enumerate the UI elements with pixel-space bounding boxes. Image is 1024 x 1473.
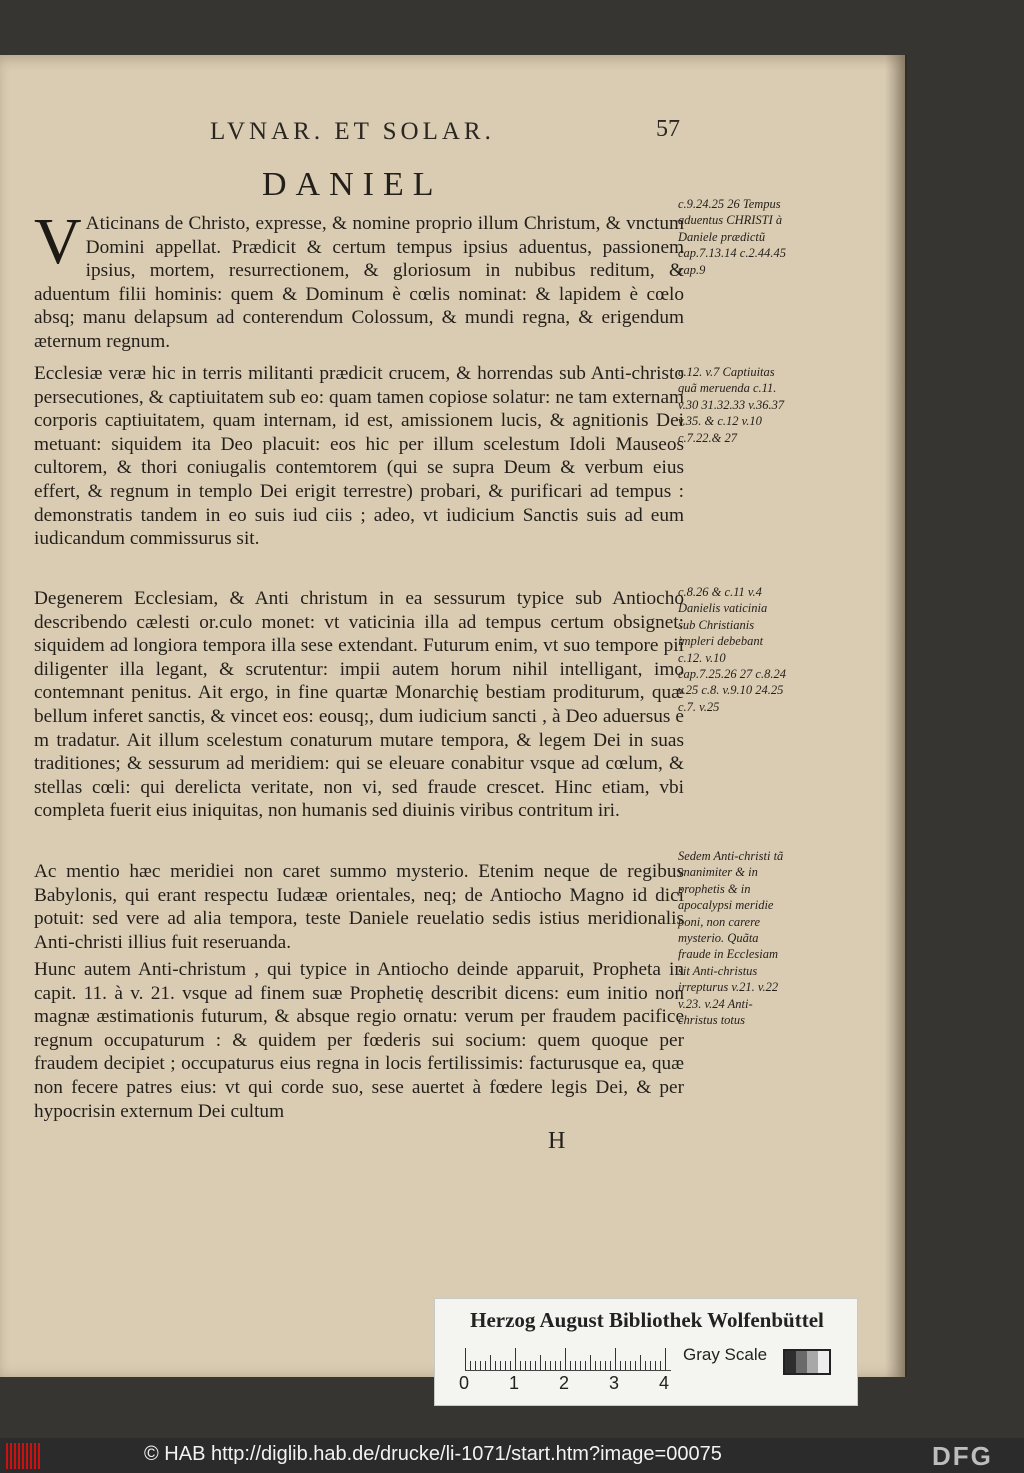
paragraph-5-text: Hunc autem Anti-christum , qui typice in Antiocho deinde apparuit, Propheta in capit. 11. à v. 21. vsque ad finem suæ Prophetię describit dicens: eum initio non magnæ æstimationis futurum, & absque regio ornatu: verum per fraudem pacifice regnum occupaturum : & quidem per fœderis sui socium: quem quoque per fraudem decipiet ; occupaturus eius regna in locis fertilissimis: facturusque ea, quæ non fecere patres eius: vt qui corde suo, sese auertet à fœdere legis Dei, & per hypocrisin externum Dei cultum <box>34 959 684 1122</box>
ruler-tick <box>625 1361 626 1370</box>
ruler-tick <box>470 1361 471 1370</box>
paragraph-1 <box>34 205 684 354</box>
paragraph-4 <box>34 860 684 954</box>
ruler-tick <box>650 1361 651 1370</box>
paragraph-1-text: Aticinans de Christo, expresse, & nomine proprio illum Christum, & vnctum Domini appellat. Prædicit & certum tempus ipsius aduentus, passionem ipsius, mortem, resurrectionem, & gloriosum in nubibus reditum, & aduentum filii hominis: quem & Dominum è cœlis nominat: & lapidem è cœlo absq; manu delapsum ad conterendum Colossum, & mundi regna, & erigendum æternum regnum. <box>34 213 684 352</box>
ruler-tick <box>590 1355 591 1370</box>
ruler-tick <box>505 1361 506 1370</box>
library-name: Herzog August Bibliothek Wolfenbüttel <box>470 1308 824 1332</box>
ruler-number: 3 <box>609 1373 620 1393</box>
copyright-url[interactable]: © HAB http://diglib.hab.de/drucke/li-1071/start.htm?image=00075 <box>144 1443 722 1465</box>
paragraph-2 <box>34 362 684 551</box>
ruler-number: 1 <box>509 1373 520 1393</box>
gray-scale-label: Gray Scale <box>683 1345 768 1364</box>
ruler-tick <box>630 1361 631 1370</box>
ruler-tick <box>605 1361 606 1370</box>
logo-bar <box>38 1443 40 1469</box>
marginal-note-4: Sedem Anti-christi tã vnanimiter & in prophetis & in apocalypsi meridie poni, non carere mysterio. Quãta fraude in Ecclesiam sit Anti-christus irrepturus v.21. v.22 v.23. v.24 Anti-christus totus <box>678 849 784 1028</box>
ruler-tick <box>525 1361 526 1370</box>
drop-capital: V <box>34 205 82 278</box>
ruler-tick <box>560 1361 561 1370</box>
ruler-tick <box>530 1361 531 1370</box>
ruler-number: 4 <box>659 1373 670 1393</box>
ruler-tick <box>565 1348 566 1370</box>
ruler-tick <box>465 1348 466 1370</box>
catchword: H <box>548 1128 566 1154</box>
running-head: LVNAR. ET SOLAR. <box>210 118 495 145</box>
paragraph-3 <box>34 587 684 823</box>
gray-swatch <box>785 1351 796 1373</box>
ruler-tick <box>580 1361 581 1370</box>
ruler-numbers <box>459 1373 689 1397</box>
logo-bar <box>22 1443 24 1469</box>
paragraph-3-text: Degenerem Ecclesiam, & Anti christum in ea sessurum typice sub Antiocho describendo cælesti or.culo monet: vt vaticinia illa ad tempus certum obsignet: siquidem ad longiora tempora illa sese extendant. Futurum enim, vt suo tempore pii diligenter illa legant, & scrutentur: impii autem horum nihil intelligant, imo contemnant penitus. Ait ergo, in fine quartæ Monarchię bestiam proditurum, quæ bellum inferet sanctis, & vincet eos: eousq;, dum iudicium sancti , à Deo aduersus e m tradatur. Ait illum scelestum conaturum mutare tempora, & legem Dei in suas traditiones; & sessurum ad meridiem: qui se eleuare conabitur vsque ad cœlum, & stellas cœli: qui derelicta veritate, non vi, sed fraude crescet. Hinc etiam, vbi completa fuerit eius iniquitas, non humanis sed diuinis viribus contritum iri. <box>34 588 684 822</box>
logo-bar <box>14 1443 16 1469</box>
ruler-tick <box>620 1361 621 1370</box>
ruler-tick <box>475 1361 476 1370</box>
ruler-tick <box>510 1361 511 1370</box>
ruler-tick <box>610 1361 611 1370</box>
measurement-ruler <box>465 1347 671 1371</box>
logo-bar <box>26 1443 28 1469</box>
ruler-tick <box>500 1361 501 1370</box>
ruler-tick <box>615 1348 616 1370</box>
page-edge-shadow <box>885 55 907 1377</box>
ruler-tick <box>655 1361 656 1370</box>
paragraph-2-text: Ecclesiæ veræ hic in terris militanti prædicit crucem, & horrendas sub Anti-christo persecutiones, & captiuitatem sub eo: quam tamen copiose solatur: ne tam externam corporis captiuitatem, quam internam, id est, amissionem lucis, & agnitionis Dei metuant: siquidem ita Deo placuit: eos hic per illum scelestum Idoli Mauseos cultorem, & thori coniugalis contemtorem (qui se supra Deum & verbum eius effert, & regnum in templo Dei erigit terrestre) probari, & purificari ad tempus : demonstratis tandem in eo suis iud ciis ; adeo, vt iudicium Sanctis suis ad eum iudicandum commissurus sit. <box>34 363 684 550</box>
ruler-tick <box>595 1361 596 1370</box>
chapter-heading: DANIEL <box>262 166 443 203</box>
gray-swatch <box>818 1351 829 1373</box>
page-number: 57 <box>656 116 680 142</box>
ruler-tick <box>645 1361 646 1370</box>
color-target-card <box>434 1298 858 1406</box>
logo-bar <box>10 1443 12 1469</box>
paragraph-5 <box>34 958 684 1123</box>
marginal-note-1: c.9.24.25 26 Tempus aduentus CHRISTI à Daniele prædictũ cap.7.13.14 c.2.44.45 cap.9 <box>678 197 786 277</box>
ruler-tick <box>520 1361 521 1370</box>
gray-swatch <box>796 1351 807 1373</box>
paragraph-4-text: Ac mentio hæc meridiei non caret summo mysterio. Etenim neque de regibus Babylonis, qui erant respectu Iudææ orientales, neq; de Antiocho Magno id dici potuit: sed vere ad alia tempora, teste Daniele reuelatio sedis istius meridionalis Anti-christi illius fuit reseruanda. <box>34 861 684 953</box>
ruler-tick <box>480 1361 481 1370</box>
ruler-tick <box>600 1361 601 1370</box>
hab-logo-icon <box>6 1443 40 1469</box>
logo-bar <box>18 1443 20 1469</box>
ruler-tick <box>515 1348 516 1370</box>
logo-bar <box>6 1443 8 1469</box>
logo-bar <box>30 1443 32 1469</box>
dfg-logo: DFG <box>932 1441 993 1471</box>
marginal-note-3: c.8.26 & c.11 v.4 Danielis vaticinia sub Christianis impleri debebant c.12. v.10 cap.7.25.26 27 c.8.24 v.25 c.8. v.9.10 24.25 c.7. v.25 <box>678 585 786 714</box>
ruler-tick <box>545 1361 546 1370</box>
marginal-note-2: c.12. v.7 Captiuitas quã meruenda c.11. v.30 31.32.33 v.36.37 v.35. & c.12 v.10 c.7.22.& 27 <box>678 365 785 445</box>
ruler-tick <box>490 1355 491 1370</box>
ruler-tick <box>660 1361 661 1370</box>
ruler-tick <box>665 1348 666 1370</box>
ruler-tick <box>570 1361 571 1370</box>
ruler-tick <box>585 1361 586 1370</box>
gray-swatch <box>807 1351 818 1373</box>
ruler-tick <box>575 1361 576 1370</box>
ruler-tick <box>635 1361 636 1370</box>
footer-bar <box>0 1438 1024 1473</box>
ruler-tick <box>540 1355 541 1370</box>
ruler-tick <box>550 1361 551 1370</box>
ruler-tick <box>640 1355 641 1370</box>
logo-bar <box>34 1443 36 1469</box>
ruler-number: 2 <box>559 1373 570 1393</box>
ruler-tick <box>535 1361 536 1370</box>
ruler-tick <box>495 1361 496 1370</box>
ruler-tick <box>555 1361 556 1370</box>
ruler-tick <box>485 1361 486 1370</box>
gray-scale-swatches <box>783 1349 831 1375</box>
ruler-number: 0 <box>459 1373 470 1393</box>
